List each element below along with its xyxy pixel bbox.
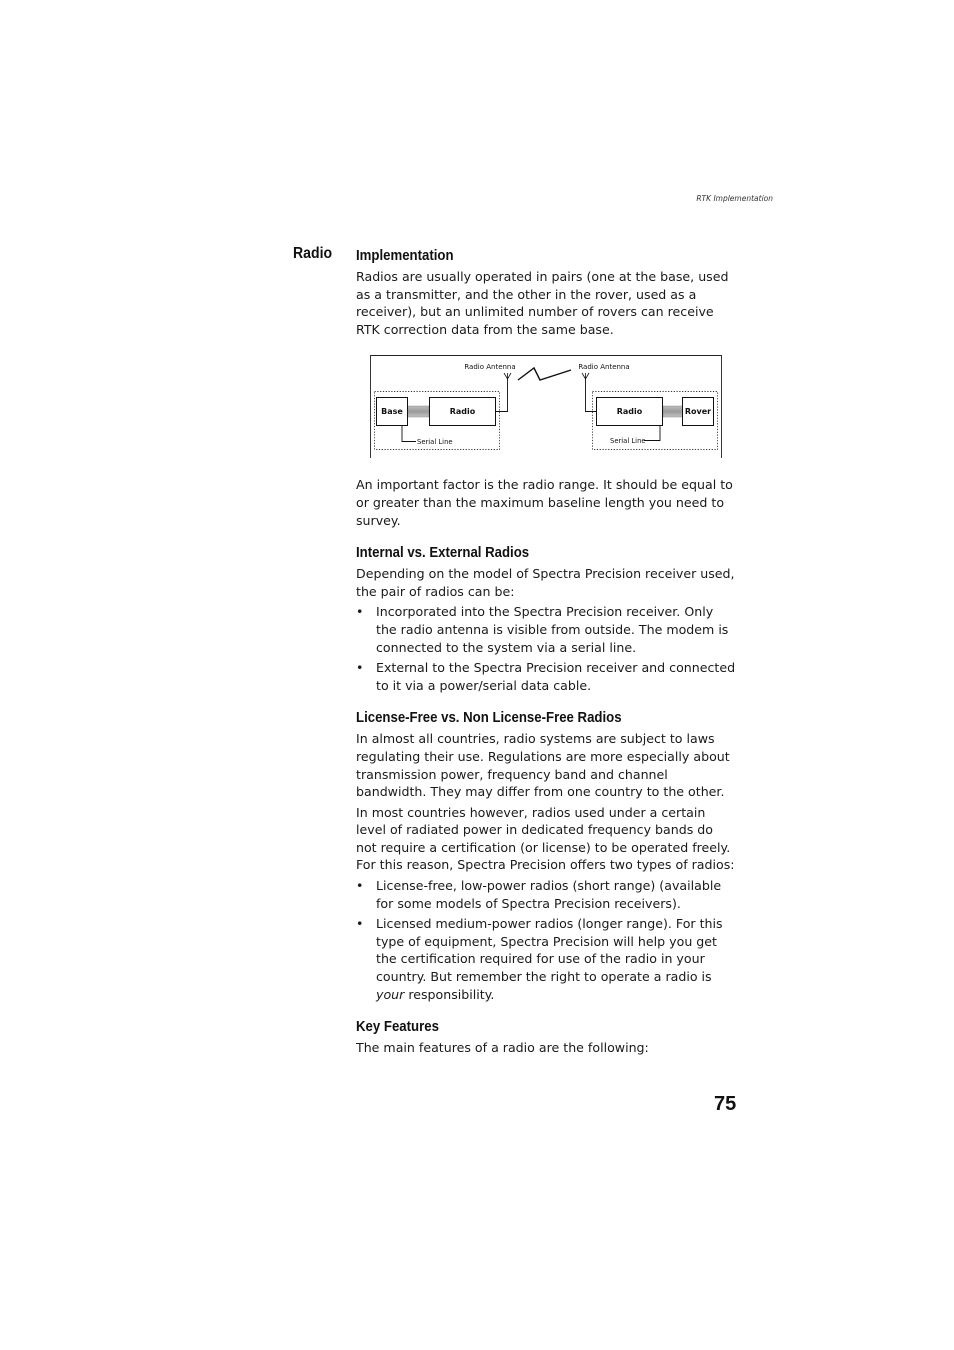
- heading-implementation: Implementation: [356, 247, 454, 264]
- page-number: 75: [714, 1093, 737, 1115]
- serial-right-label: Serial Line: [610, 437, 646, 446]
- antenna-left-icon: [504, 373, 511, 379]
- paragraph-implementation-intro: Radios are usually operated in pairs (one at the base, used as a transmitter, and the other in the rover, used as a receiver), but an unlimited number of rovers can receive RTK correction data from the same base.: [356, 269, 729, 337]
- heading-key-features: Key Features: [356, 1018, 439, 1036]
- main-column: [356, 246, 736, 1060]
- list-item-text: [376, 916, 723, 1001]
- serial-left-label: Serial Line: [417, 438, 453, 447]
- radio-link-diagram: [356, 354, 736, 462]
- list-item: [356, 603, 736, 656]
- paragraph-license-regulations: In almost all countries, radio systems are subject to laws regulating their use. Regulations are more especially about transmission power, frequency band and channel bandwidth. They may differ from one country to the other.: [356, 731, 730, 800]
- running-header: RTK Implementation: [696, 194, 773, 203]
- bullet-glyph: •: [356, 604, 364, 620]
- list-item: [356, 659, 736, 694]
- serial-line-left: [402, 426, 416, 442]
- radio-right-label: Radio: [616, 407, 643, 417]
- list-item-text-main: Licensed medium-power radios (longer range). For this type of equipment, Spectra Precision will help you get the certification required for use of the radio in your country. But remember the right to operate a radio is: [376, 916, 723, 985]
- antenna-right-feed: [586, 378, 597, 412]
- bullet-glyph: •: [356, 878, 364, 894]
- emphasis-your: your: [376, 986, 405, 1002]
- list-internal-external: [356, 603, 736, 694]
- list-item-text: License-free, low-power radios (short range) (available for some models of Spectra Precision receivers).: [376, 878, 722, 911]
- heading-internal-external: Internal vs. External Radios: [356, 544, 530, 562]
- section-heading-radio: Radio: [293, 245, 333, 262]
- bullet-glyph: •: [356, 916, 364, 932]
- list-item-text-end: responsibility.: [404, 986, 495, 1002]
- antenna-right-label: Radio Antenna: [578, 363, 630, 372]
- list-item: [356, 877, 736, 912]
- antenna-left-feed: [496, 378, 508, 412]
- list-item-text: Incorporated into the Spectra Precision receiver. Only the radio antenna is visible from outside. The modem is connected to the system via a serial line.: [376, 604, 729, 655]
- base-label: Base: [381, 407, 403, 417]
- base-cable: [407, 406, 429, 417]
- antenna-right-icon: [582, 373, 589, 379]
- heading-license: License-Free vs. Non License-Free Radios: [356, 709, 622, 727]
- paragraph-radio-range: An important factor is the radio range. It should be equal to or greater than the maximum baseline length you need to survey.: [356, 477, 733, 528]
- list-item-text: External to the Spectra Precision receiver and connected to it via a power/serial data cable.: [376, 660, 736, 693]
- radio-link-zigzag-icon: [518, 368, 571, 380]
- list-radio-types: [356, 877, 736, 1003]
- rover-label: Rover: [684, 407, 712, 417]
- rover-cable: [663, 406, 683, 417]
- paragraph-internal-external-intro: Depending on the model of Spectra Precision receiver used, the pair of radios can be:: [356, 566, 735, 599]
- paragraph-key-features-intro: The main features of a radio are the following:: [356, 1040, 649, 1056]
- bullet-glyph: •: [356, 660, 364, 676]
- list-item: [356, 915, 736, 1003]
- antenna-left-label: Radio Antenna: [464, 363, 516, 372]
- radio-left-label: Radio: [449, 407, 476, 417]
- paragraph-license-certification: In most countries however, radios used under a certain level of radiated power in dedicated frequency bands do not require a certification (or license) to be operated freely. For this reason, Spectra Precision offers two types of radios:: [356, 804, 735, 873]
- serial-line-right: [644, 426, 660, 441]
